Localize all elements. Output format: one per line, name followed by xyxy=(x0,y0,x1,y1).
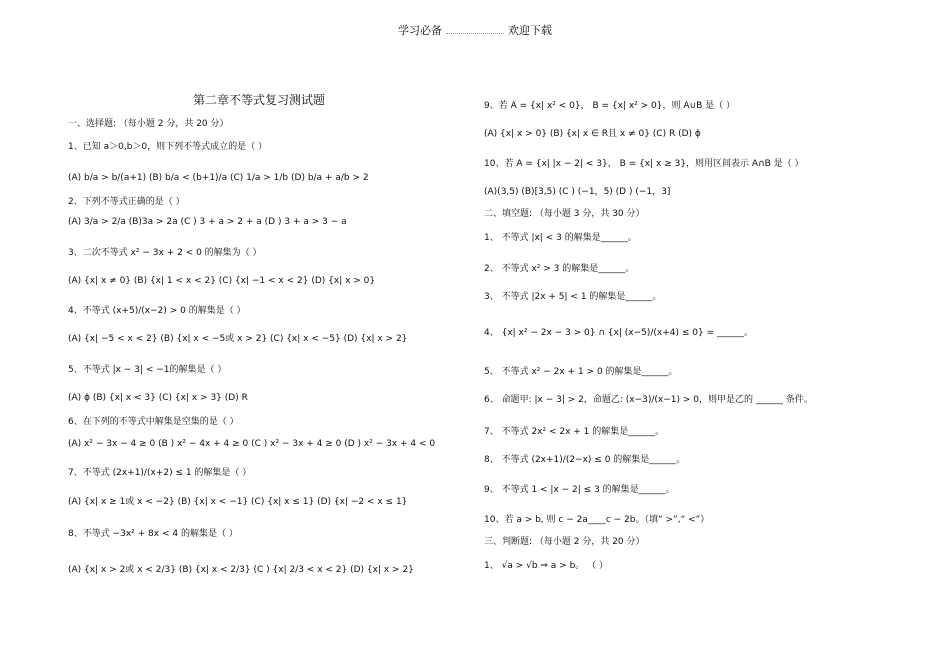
question-line: 1、已知 a＞0,b＞0，则下列不等式成立的是（ ） xyxy=(68,142,267,152)
question-line: (A) {x| x ≠ 0} (B) {x| 1 < x < 2} (C) {x| −1 < x < 2} (D) {x| x > 0} xyxy=(68,276,376,286)
header-left: 学习必备 xyxy=(398,24,442,37)
question-line: (A) x² − 3x − 4 ≥ 0 (B ) x² − 4x + 4 ≥ 0 (C ) x² − 3x + 4 ≥ 0 (D ) x² − 3x + 4 < 0 xyxy=(68,439,436,449)
question-line: 10、若 A = {x| |x − 2| < 3}， B = {x| x ≥ 3}，则用区间表示 A∩B 是（ ） xyxy=(484,159,804,169)
question-line: 3、 不等式 |2x + 5| < 1 的解集是______。 xyxy=(484,292,662,302)
question-line: 5、 不等式 x² − 2x + 1 > 0 的解集是______。 xyxy=(484,367,678,377)
question-line: 7、不等式 (2x+1)/(x+2) ≤ 1 的解集是（ ） xyxy=(68,468,252,478)
question-line: (A) ϕ (B) {x| x < 3} (C) {x| x > 3} (D) R xyxy=(68,393,248,403)
question-line: 一、选择题: （每小题 2 分，共 20 分） xyxy=(68,119,229,129)
question-line: 9、 不等式 1 < |x − 2| ≤ 3 的解集是______。 xyxy=(484,485,675,495)
question-line: 3、二次不等式 x² − 3x + 2 < 0 的解集为（ ） xyxy=(68,248,262,258)
header-right: 欢迎下载 xyxy=(508,24,552,37)
page-header xyxy=(0,22,950,38)
question-line: 9、若 A = {x| x² < 0}， B = {x| x² > 0}，则 A∪B 是（ ） xyxy=(484,101,735,111)
question-line: 7、 不等式 2x² < 2x + 1 的解集是______。 xyxy=(484,427,665,437)
question-line: (A) {x| x > 2或 x < 2/3} (B) {x| x < 2/3} (C ) {x| 2/3 < x < 2} (D) {x| x > 2} xyxy=(68,565,414,575)
question-line: 6、 命题甲: |x − 3| > 2，命题乙: (x−3)/(x−1) > 0，则甲是乙的 ______ 条件。 xyxy=(484,395,813,405)
question-line: 1、 不等式 |x| < 3 的解集是______。 xyxy=(484,233,637,243)
question-line: 1、 √a > √b ⇒ a > b。 （ ） xyxy=(484,561,609,571)
question-line: 2、 不等式 x² > 3 的解集是______。 xyxy=(484,264,635,274)
question-line: 二、填空题: （每小题 3 分，共 30 分） xyxy=(484,209,645,219)
question-line: (A) b/a > b/(a+1) (B) b/a < (b+1)/a (C) 1/a > 1/b (D) b/a + a/b > 2 xyxy=(68,173,369,183)
question-line: 5、不等式 |x − 3| < −1的解集是（ ） xyxy=(68,365,227,375)
question-line: 4、 {x| x² − 2x − 3 > 0} ∩ {x| (x−5)/(x+4) ≤ 0} = ______。 xyxy=(484,328,753,338)
question-line: 4、不等式 (x+5)/(x−2) > 0 的解集是（ ） xyxy=(68,306,246,316)
exam-title: 第二章不等式复习测试题 xyxy=(193,93,326,107)
question-line: 三、判断题: （每小题 2 分，共 20 分） xyxy=(484,537,645,547)
question-line: (A) {x| x > 0} (B) {x| x ∈ R且 x ≠ 0} (C) R (D) ϕ xyxy=(484,129,701,139)
question-line: (A) {x| x ≥ 1或 x < −2} (B) {x| x < −1} (C) {x| x ≤ 1} (D) {x| −2 < x ≤ 1} xyxy=(68,497,408,507)
question-line: 8、 不等式 (2x+1)/(2−x) ≤ 0 的解集是______。 xyxy=(484,455,686,465)
question-line: 10、若 a > b, 则 c − 2a____c − 2b。（填“ >”,“ <”） xyxy=(484,515,710,525)
question-line: 2、下列不等式正确的是（ ） xyxy=(68,197,185,207)
question-line: (A)(3,5) (B)[3,5) (C ) (−1，5) (D ) (−1，3] xyxy=(484,187,671,197)
question-line: 8、不等式 −3x² + 8x < 4 的解集是（ ） xyxy=(68,529,238,539)
header-dotted-gap xyxy=(446,25,504,34)
question-line: 6、在下列的不等式中解集是空集的是（ ） xyxy=(68,417,239,427)
question-line: (A) {x| −5 < x < 2} (B) {x| x < −5或 x > 2} (C) {x| x < −5} (D) {x| x > 2} xyxy=(68,334,408,344)
question-line: (A) 3/a > 2/a (B)3a > 2a (C ) 3 + a > 2 + a (D ) 3 + a > 3 − a xyxy=(68,217,347,227)
